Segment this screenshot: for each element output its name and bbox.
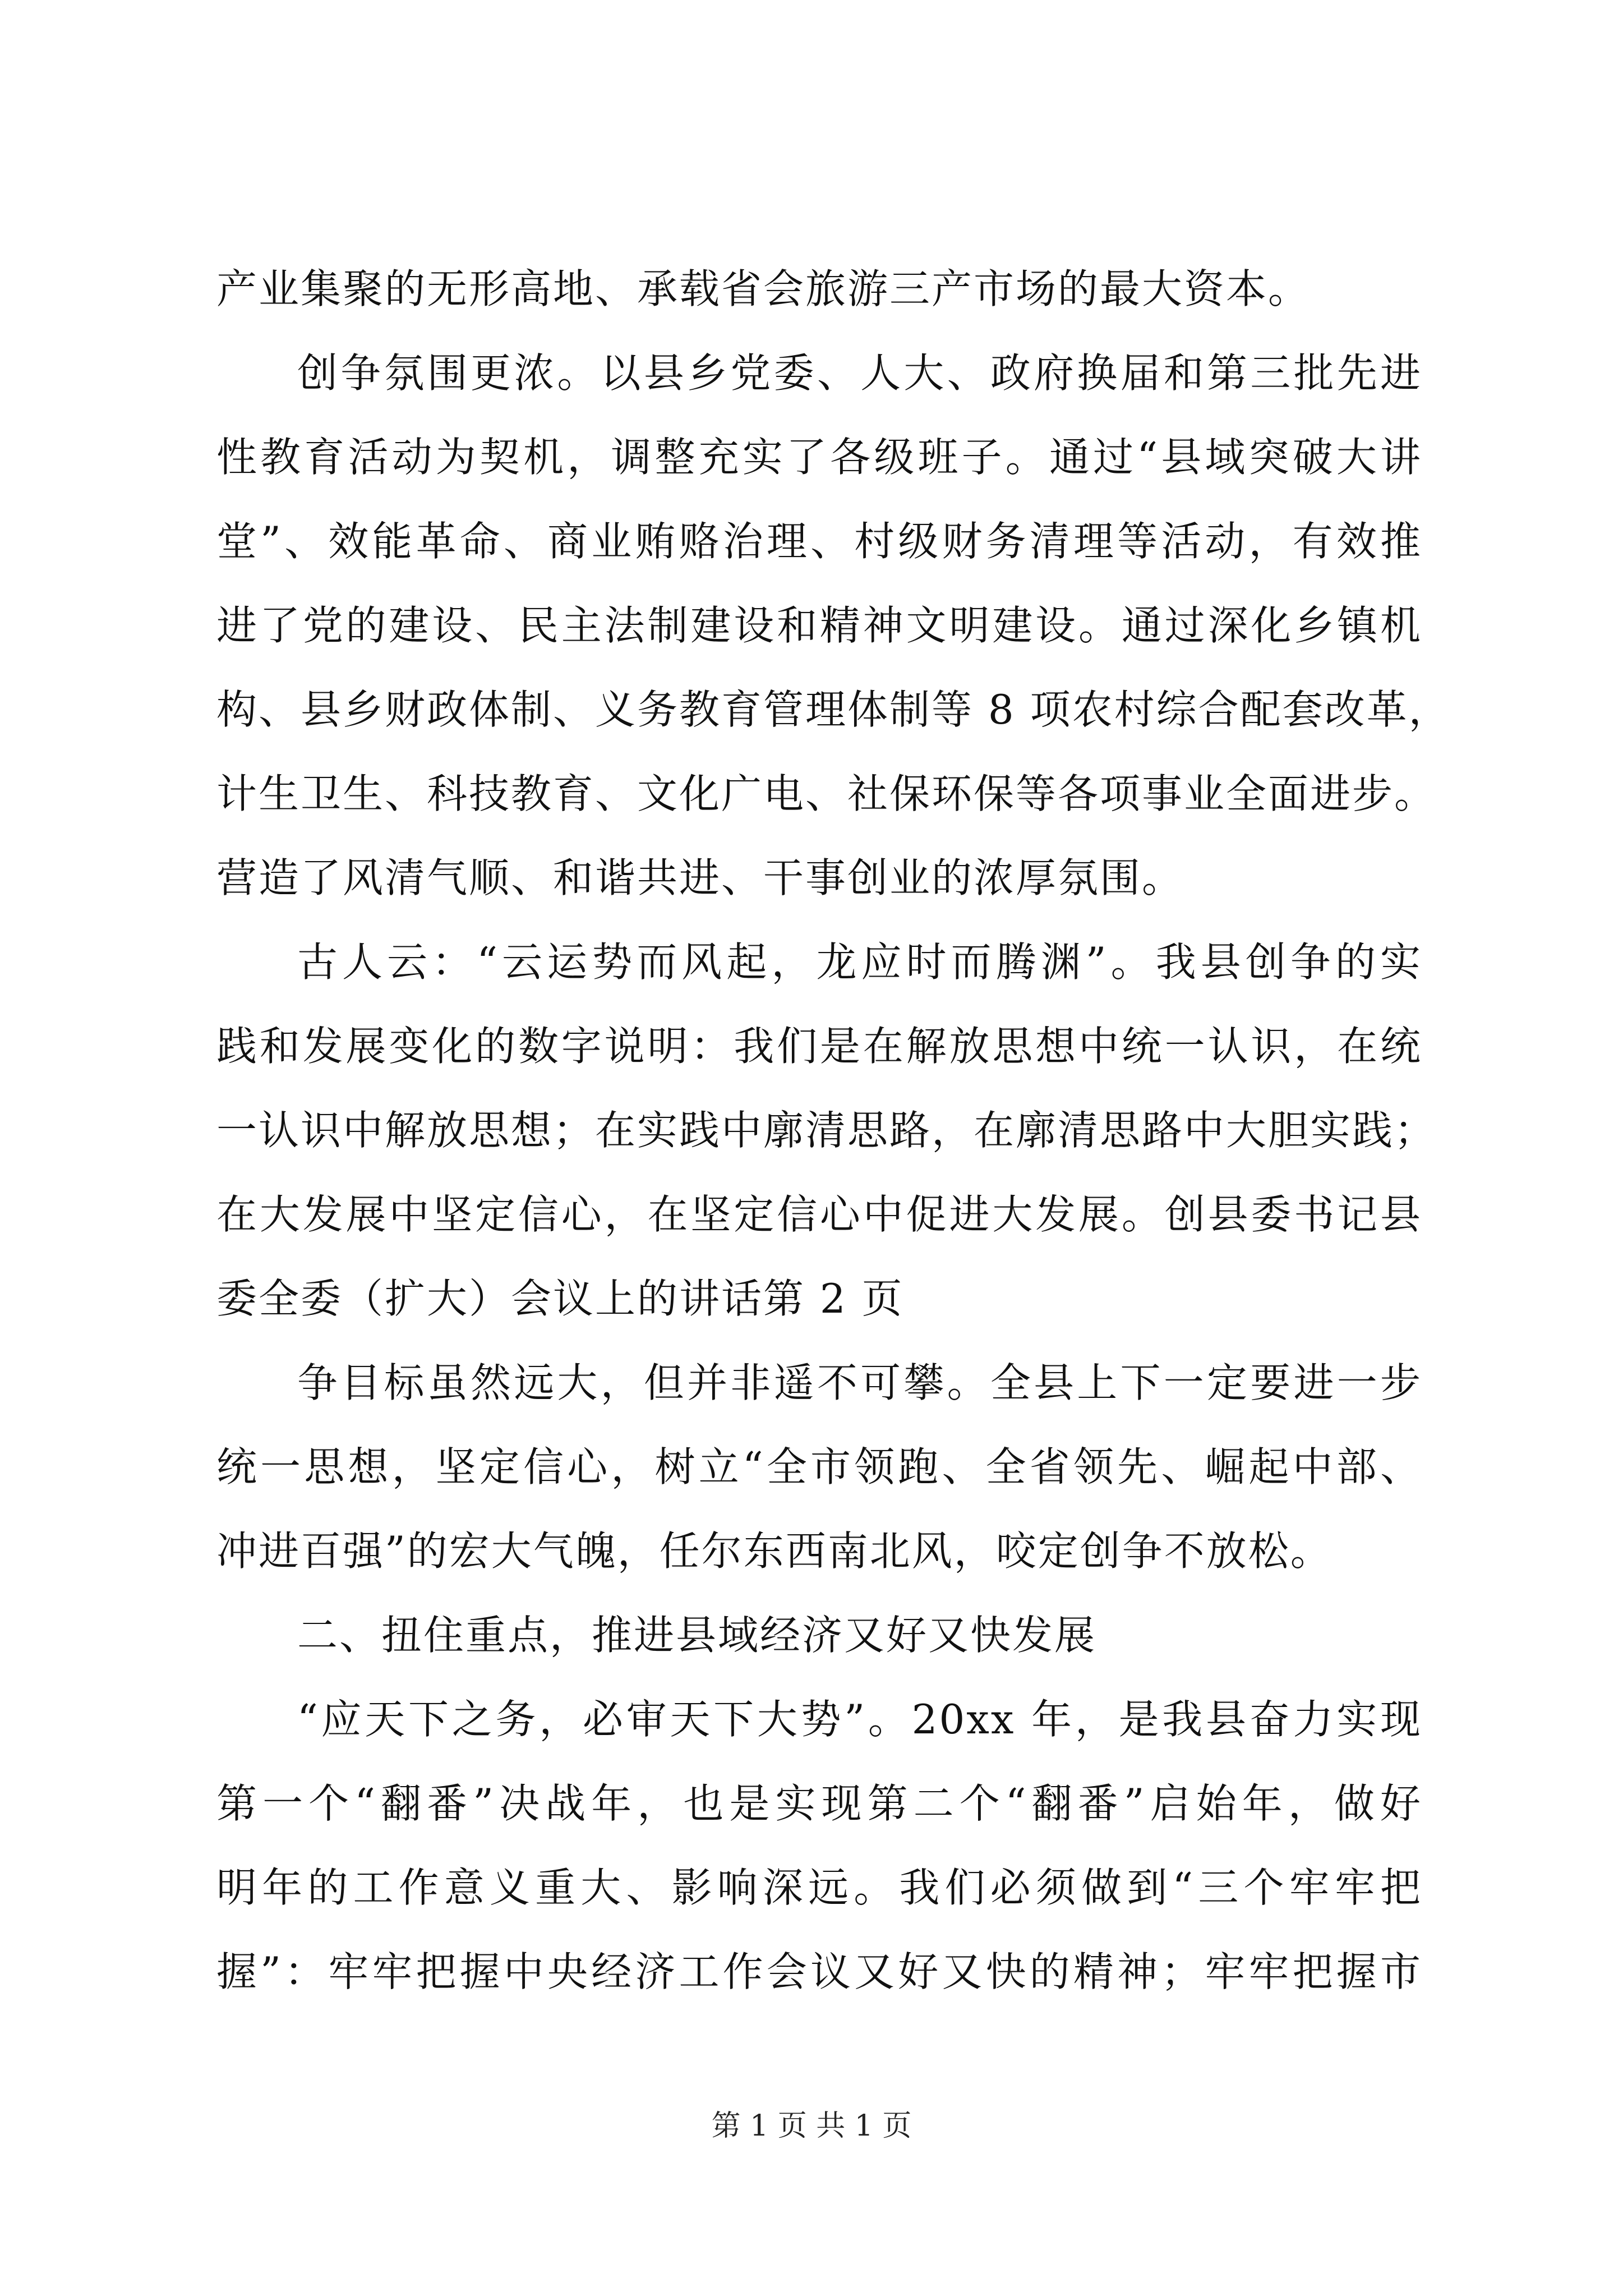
text-line: 创争氛围更浓。以县乡党委、人大、政府换届和第三批先进 [297,349,1422,397]
text-line: 堂”、效能革命、商业贿赂治理、村级财务清理等活动，有效推 [216,518,1422,565]
text-line: “应天下之务，必审天下大势”。20xx 年，是我县奋力实现 [297,1696,1422,1743]
text-line: 冲进百强”的宏大气魄，任尔东西南北风，咬定创争不放松。 [216,1527,1332,1575]
text-line: 一认识中解放思想；在实践中廓清思路，在廓清思路中大胆实践； [216,1107,1437,1154]
text-line: 明年的工作意义重大、影响深远。我们必须做到“三个牢牢把 [216,1864,1422,1911]
text-line: 性教育活动为契机，调整充实了各级班子。通过“县域突破大讲 [216,434,1422,481]
section-heading: 二、扭住重点，推进县域经济又好又快发展 [297,1612,1097,1659]
text-line: 第一个“翻番”决战年，也是实现第二个“翻番”启始年，做好 [216,1780,1422,1827]
text-line: 计生卫生、科技教育、文化广电、社保环保等各项事业全面进步。 [216,770,1437,817]
text-line: 营造了风清气顺、和谐共进、干事创业的浓厚氛围。 [216,854,1184,901]
text-line: 争目标虽然远大，但并非遥不可攀。全县上下一定要进一步 [297,1359,1422,1406]
text-line: 握”：牢牢把握中央经济工作会议又好又快的精神；牢牢把握市 [216,1948,1422,1995]
text-line: 古人云：“云运势而风起，龙应时而腾渊”。我县创争的实 [297,938,1422,986]
text-line: 委全委（扩大）会议上的讲话第 2 页 [216,1275,904,1322]
text-line: 构、县乡财政体制、义务教育管理体制等 8 项农村综合配套改革， [216,686,1451,733]
text-line: 产业集聚的无形高地、承载省会旅游三产市场的最大资本。 [216,265,1311,312]
page-number-footer: 第 1 页 共 1 页 [711,2109,912,2143]
text-line: 统一思想，坚定信心，树立“全市领跑、全省领先、崛起中部、 [216,1443,1422,1490]
text-line: 在大发展中坚定信心，在坚定信心中促进大发展。创县委书记县 [216,1191,1422,1238]
text-line: 践和发展变化的数字说明：我们是在解放思想中统一认识，在统 [216,1023,1422,1070]
text-line: 进了党的建设、民主法制建设和精神文明建设。通过深化乡镇机 [216,602,1422,649]
